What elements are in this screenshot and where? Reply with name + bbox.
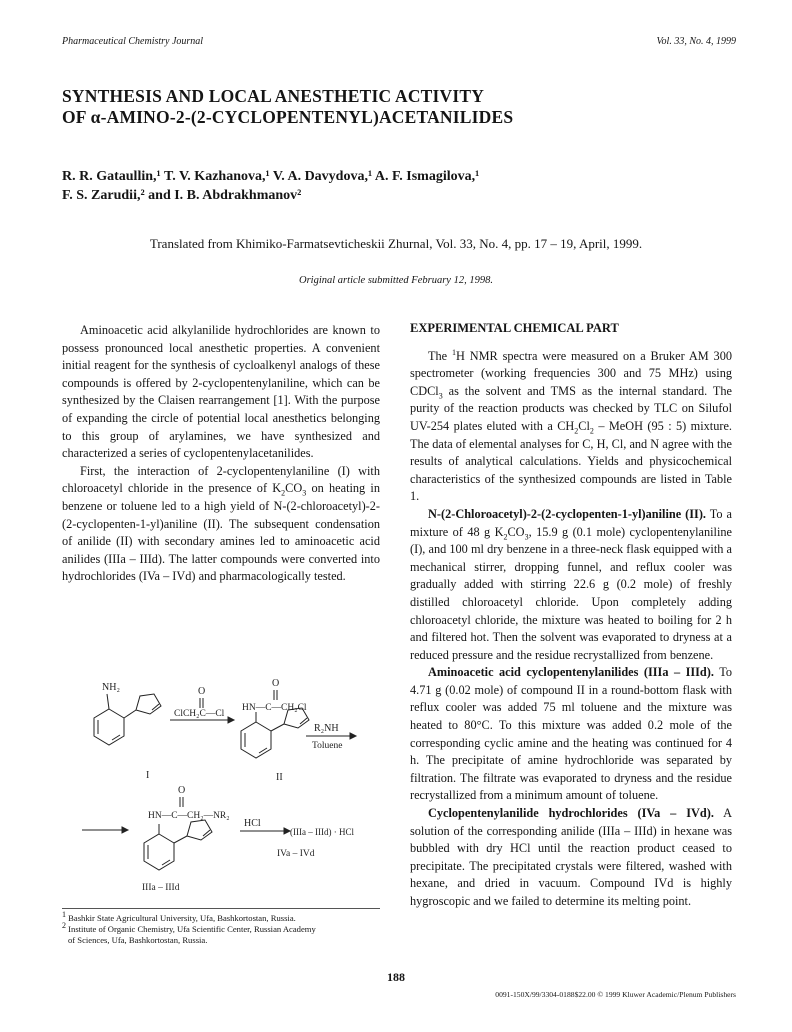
title-line-2: OF α-AMINO-2-(2-CYCLOPENTENYL)ACETANILIDES bbox=[62, 107, 514, 127]
r2nh-label: R₂NH bbox=[314, 723, 339, 734]
nmr-paragraph: The $^1$H NMR spectra were measured on a Bruker AM 300 spectrometer (working frequencies 300 and 75 MHz) using CDCl$_3$ as the solvent and TMS as the internal standard. The purity of the reaction products was checked by TLC on Silufol UV-254 plates eluted with a $CH_2Cl_2$ – MeOH (95 : 5) mixture. The data of elemental analyses for C, H, Cl, and N agree with the results of analytical calculations. Yields and physicochemical characteristics of the synthesized compounds are listed in Table 1. bbox=[410, 347, 732, 504]
footnote-2: $^2$ Institute of Organic Chemistry, Ufa Scientific Center, Russian Academy bbox=[62, 921, 316, 934]
footnotes bbox=[62, 910, 382, 946]
translation-note: Translated from Khimiko-Farmatsevticheskii Zhurnal, Vol. 33, No. 4, pp. 17 – 19, April, 1999. bbox=[149, 236, 643, 251]
footnote-1: $^1$ Bashkir State Agricultural University, Ufa, Bashkortostan, Russia. bbox=[62, 910, 296, 923]
amide-label-ii: HN—C—CH₂Cl bbox=[242, 703, 307, 713]
compound-iv-label: IVa – IVd bbox=[277, 849, 315, 859]
nh2-label: NH₂ bbox=[102, 682, 120, 693]
compound-iii-label: IIIa – IIId bbox=[142, 883, 180, 893]
authors-line-2: F. S. Zarudii,² and I. B. Abdrakhmanov² bbox=[62, 188, 302, 203]
compound-ii-paragraph: N-(2-Chloroacetyl)-2-(2-cyclopenten-1-yl)aniline (II). To a mixture of 48 g $K_2CO_3$, 15.9 g (0.1 mole) cyclopentenylaniline (I), and 100 ml dry benzene in a three-neck flask equipped with a mechanical stirrer, dropping funnel, and reflux cooler was gradually added with stirring 22.6 g (0.2 mole) of freshly distilled chloroacetyl chloride. Upon completely adding chloroacetyl chloride, the mixture was heated to boiling for 2 h and filtered hot. Then the solvent was evaporated to dryness at a reduced pressure and the residue recrystallized from benzene. bbox=[410, 506, 733, 662]
footnote-2-cont: of Sciences, Ufa, Bashkortostan, Russia. bbox=[68, 935, 208, 945]
compound-ii-label: II bbox=[276, 772, 283, 783]
hcl-product-label: (IIIa – IIId) · HCl bbox=[290, 827, 354, 837]
compound-iv-paragraph: Cyclopentenylanilide hydrochlorides (IVa – IVd). A solution of the corresponding anilide (IIIa – IIId) in hexane was bubbled with dry HCl until the reaction product ceased to precipitate. The precipitated crystals were filtered, washed with hexane, and dried in vacuum. Compound IVd is highly hygroscopic and we failed to determine its melting point. bbox=[410, 806, 733, 908]
authors-line-1: R. R. Gataullin,¹ T. V. Kazhanova,¹ V. A. Davydova,¹ A. F. Ismagilova,¹ bbox=[62, 169, 480, 184]
benzene-ring-iii bbox=[144, 824, 187, 870]
benzene-ring-i bbox=[94, 694, 136, 745]
o-label-iii: O bbox=[178, 785, 186, 796]
cyclopentenyl-ring-iii bbox=[187, 820, 212, 840]
left-column-text bbox=[62, 322, 380, 586]
right-column-text bbox=[410, 320, 732, 911]
title-line-1: SYNTHESIS AND LOCAL ANESTHETIC ACTIVITY bbox=[62, 86, 485, 106]
article-title bbox=[62, 86, 622, 128]
intro-paragraph: Aminoacetic acid alkylanilide hydrochlorides are known to possess pronounced local anesthetic properties. A convenient initial reagent for the synthesis of cycloalkenyl analogs of these compounds is offered by 2-cyclopentenylaniline, which can be synthesized by the Claisen rearrangement [1]. With the purpose of expanding the circle of potential local anesthetics belonging to this group of arylamines, we have synthesized and characterized a series of cyclopentenylacetanilides. bbox=[62, 323, 380, 461]
o-label-ii: O bbox=[272, 678, 280, 689]
benzene-ring-ii bbox=[241, 712, 284, 758]
reagent-label: ClCH₂C—Cl bbox=[174, 709, 225, 719]
cyclopentenyl-ring-i bbox=[136, 694, 161, 714]
reaction-scheme bbox=[62, 672, 380, 904]
copyright-line: 0091-150X/99/3304-0188$22.00 © 1999 Kluwer Academic/Plenum Publishers bbox=[495, 990, 736, 999]
amide-label-iii: HN—C—CH₂—NR₂ bbox=[148, 811, 230, 821]
hcl-label: HCl bbox=[244, 818, 261, 829]
author-list bbox=[62, 167, 722, 205]
o-label-reagent: O bbox=[198, 686, 206, 697]
submission-date: Original article submitted February 12, 1998. bbox=[299, 275, 493, 286]
first-paragraph: First, the interaction of 2-cyclopentenylaniline (I) with chloroacetyl chloride in the presence of $K_2CO_3$ on heating in benzene or toluene led to a high yield of N-(2-chloroacetyl)-2-(2-cyclopenten-1-yl)aniline (II). The subsequent condensation of anilide (II) with secondary amines led to aminoacetic acid anilides (IIIa – IIId). The latter compounds were converted into hydrochlorides (IVa – IVd) and pharmacologically tested. bbox=[62, 463, 380, 584]
journal-name: Pharmaceutical Chemistry Journal bbox=[62, 36, 204, 47]
compound-iii-paragraph: Aminoacetic acid cyclopentenylanilides (IIIa – IIId). To 4.71 g (0.02 mole) of compound II in a round-bottom flask with reflux cooler was added 75 ml toluene and the mixture was heated to 80°C. To this mixture was added 0.2 mole of the corresponding cyclic amine and the heating was continued for 4 h. The precipitate of amine hydrochloride was separated by filtration. The filtrate was evaporated to dryness and the residue recrystallized from a minimum amount of toluene. bbox=[410, 665, 733, 803]
experimental-heading: EXPERIMENTAL CHEMICAL PART bbox=[410, 321, 619, 335]
volume-info: Vol. 33, No. 4, 1999 bbox=[656, 36, 736, 47]
compound-i-label: I bbox=[146, 770, 150, 781]
page-number: 188 bbox=[387, 970, 405, 984]
footnote-rule bbox=[62, 908, 380, 909]
toluene-label: Toluene bbox=[312, 741, 343, 751]
